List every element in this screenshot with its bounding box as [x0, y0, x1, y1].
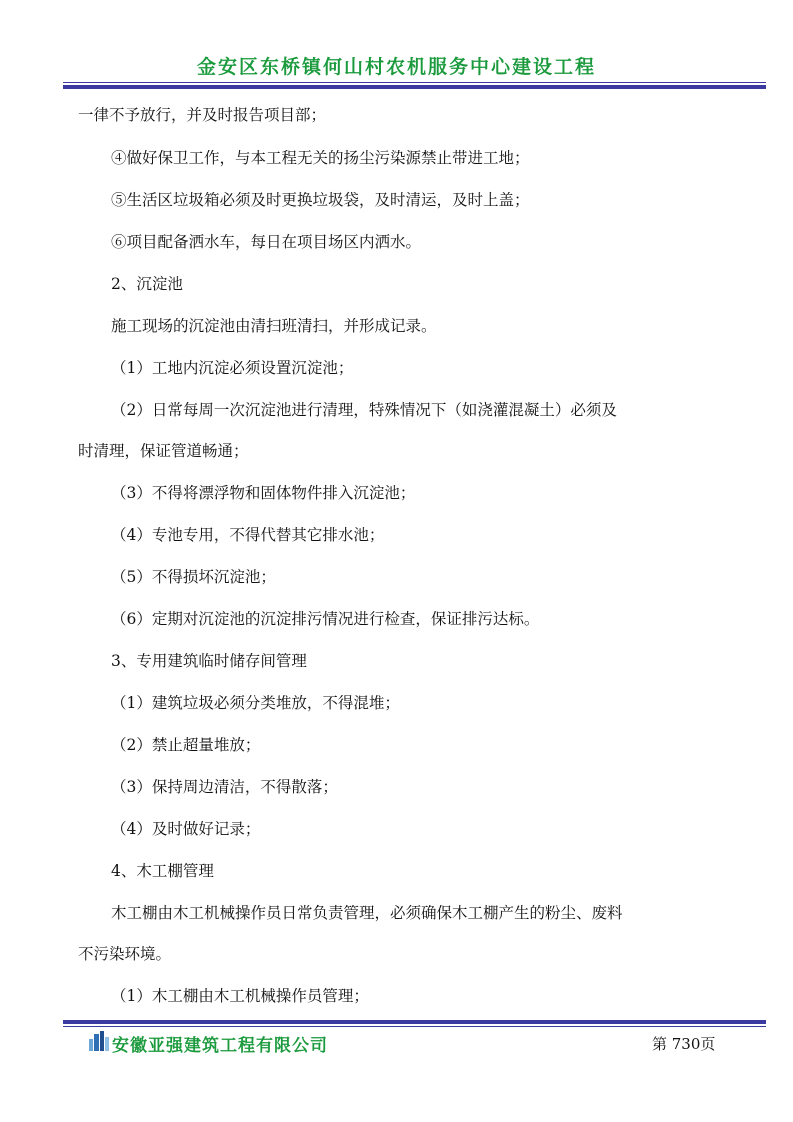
paragraph-line: 施工现场的沉淀池由清扫班清扫，并形成记录。: [111, 317, 437, 335]
paragraph-line: ⑤生活区垃圾箱必须及时更换垃圾袋，及时清运，及时上盖；: [111, 191, 530, 209]
list-item: （6）定期对沉淀池的沉淀排污情况进行检查，保证排污达标。: [111, 610, 540, 628]
section-heading: 2、沉淀池: [111, 275, 183, 293]
page-header-title: 金安区东桥镇何山村农机服务中心建设工程: [196, 56, 596, 78]
paragraph-line: ④做好保卫工作，与本工程无关的扬尘污染源禁止带进工地；: [111, 149, 530, 167]
list-item: （3）不得将漂浮物和固体物件排入沉淀池；: [111, 484, 416, 502]
header-rule-thick: [63, 85, 766, 89]
list-item: （4）专池专用，不得代替其它排水池；: [111, 526, 385, 544]
paragraph-line: 一律不予放行，并及时报告项目部；: [78, 106, 327, 124]
list-item: （2）日常每周一次沉淀池进行清理，特殊情况下（如浇灌混凝土）必须及: [111, 401, 617, 419]
footer-rule-thick: [63, 1020, 766, 1024]
list-item: （4）及时做好记录；: [111, 820, 261, 838]
list-item-continued: 时清理，保证管道畅通；: [78, 442, 249, 460]
page-number: 第 730页: [652, 1035, 716, 1053]
list-item: （5）不得损坏沉淀池；: [111, 568, 276, 586]
header-rule-thin: [63, 82, 766, 83]
list-item: （1）建筑垃圾必须分类堆放，不得混堆；: [111, 694, 400, 712]
list-item: （1）木工棚由木工机械操作员管理；: [111, 987, 369, 1005]
footer-rule-thin: [63, 1026, 766, 1027]
paragraph-line: ⑥项目配备洒水车，每日在项目场区内洒水。: [111, 233, 422, 251]
footer-company-name: 安徽亚强建筑工程有限公司: [112, 1036, 328, 1056]
list-item: （2）禁止超量堆放；: [111, 736, 261, 754]
list-item: （1）工地内沉淀必须设置沉淀池；: [111, 359, 354, 377]
list-item: （3）保持周边清洁，不得散落；: [111, 778, 338, 796]
section-heading: 4、木工棚管理: [111, 862, 214, 880]
paragraph-line: 木工棚由木工机械操作员日常负责管理，必须确保木工棚产生的粉尘、废料: [111, 904, 623, 922]
section-heading: 3、专用建筑临时储存间管理: [111, 652, 307, 670]
paragraph-line-continued: 不污染环境。: [78, 945, 172, 963]
company-logo-icon: [88, 1031, 110, 1051]
